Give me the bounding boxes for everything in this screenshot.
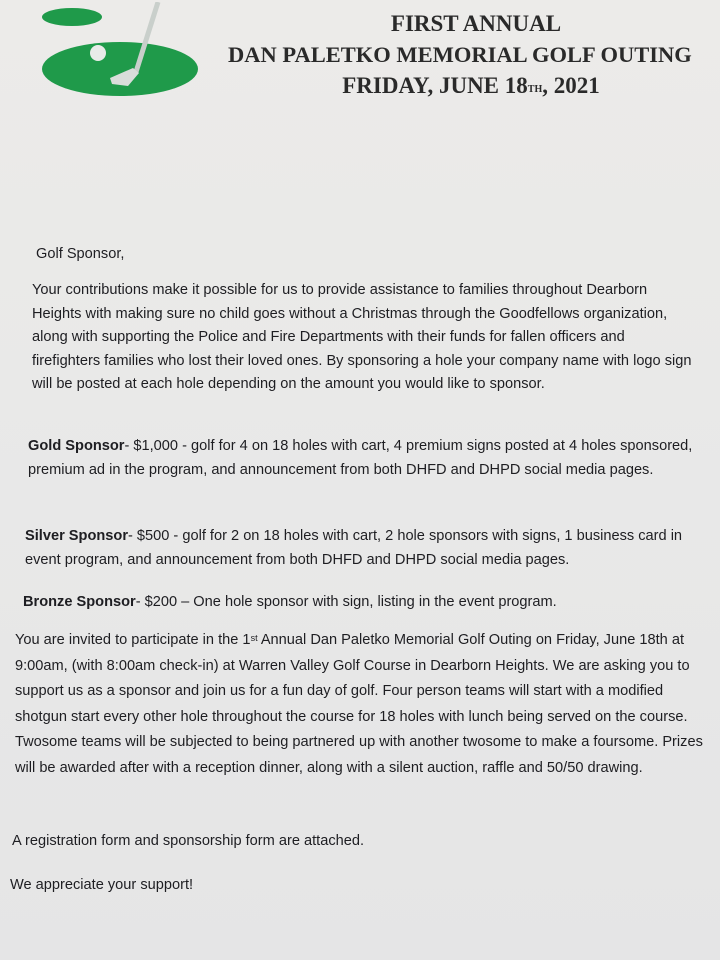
bronze-sponsor-label: Bronze Sponsor [23, 594, 136, 610]
bronze-sponsor-text: - $200 – One hole sponsor with sign, listing in the event program. [135, 594, 557, 610]
forms-note-text: A registration form and sponsorship form are attached. [12, 833, 365, 849]
silver-sponsor-label: Silver Sponsor [25, 528, 128, 544]
intro-paragraph [32, 279, 696, 397]
golf-logo [40, 2, 200, 98]
header-line-3 [222, 70, 720, 101]
invitation-text-end: Annual Dan Paletko Memorial Golf Outing on Friday, June 18th at 9:00am, (with 8:00am check-in) at Warren Valley Golf Course in Dearborn Heights. We are asking you to support us as a sponsor and join us for a fun day of golf. Four person teams will start with a modified shotgun start every other hole throughout the course for 18 holes with lunch being served on the course. Twosome teams will be subjected to being partnered up with another twosome to make a foursome. Prizes will be awarded after with a reception dinner, along with a silent auction, raffle and 50/50 drawing. [15, 632, 703, 776]
silver-sponsor-paragraph [25, 525, 697, 572]
event-date: FRIDAY, JUNE 18 [342, 73, 528, 98]
closing [10, 874, 193, 898]
event-header [222, 8, 720, 101]
closing-text: We appreciate your support! [10, 877, 194, 893]
silver-sponsor-text: - $500 - golf for 2 on 18 holes with cart, 2 hole sponsors with signs, 1 business card in event program, and announcement from both DHFD and DHPD social media pages. [25, 528, 683, 568]
invitation-paragraph [15, 628, 715, 781]
header-line-1: FIRST ANNUAL [390, 11, 562, 36]
bronze-sponsor-paragraph [23, 591, 703, 615]
golf-club-ball-icon [40, 2, 200, 98]
header-line-2: DAN PALETKO MEMORIAL GOLF OUTING [228, 42, 692, 67]
forms-note [12, 830, 364, 854]
date-suffix: TH [527, 84, 543, 95]
ordinal-suffix: st [250, 633, 258, 643]
event-year: , 2021 [542, 73, 600, 98]
gold-sponsor-label: Gold Sponsor [28, 438, 125, 454]
salutation [36, 243, 124, 267]
intro-text: Your contributions make it possible for us to provide assistance to families throughout Dearborn Heights with making sure no child goes without a Christmas through the Goodfellows organization, along with supporting the Police and Fire Departments with their funds for fallen officers and firefighters families who lost their loved ones. By sponsoring a hole your company name with logo sign will be posted at each hole depending on the amount you would like to sponsor. [32, 282, 692, 392]
gold-sponsor-paragraph [28, 435, 698, 482]
salutation-text: Golf Sponsor, [36, 246, 125, 262]
invitation-text-start: You are invited to participate in the 1 [15, 632, 251, 648]
gold-sponsor-text: - $1,000 - golf for 4 on 18 holes with cart, 4 premium signs posted at 4 holes sponsored, premium ad in the program, and announcement from both DHFD and DHPD social media pages. [28, 438, 693, 478]
